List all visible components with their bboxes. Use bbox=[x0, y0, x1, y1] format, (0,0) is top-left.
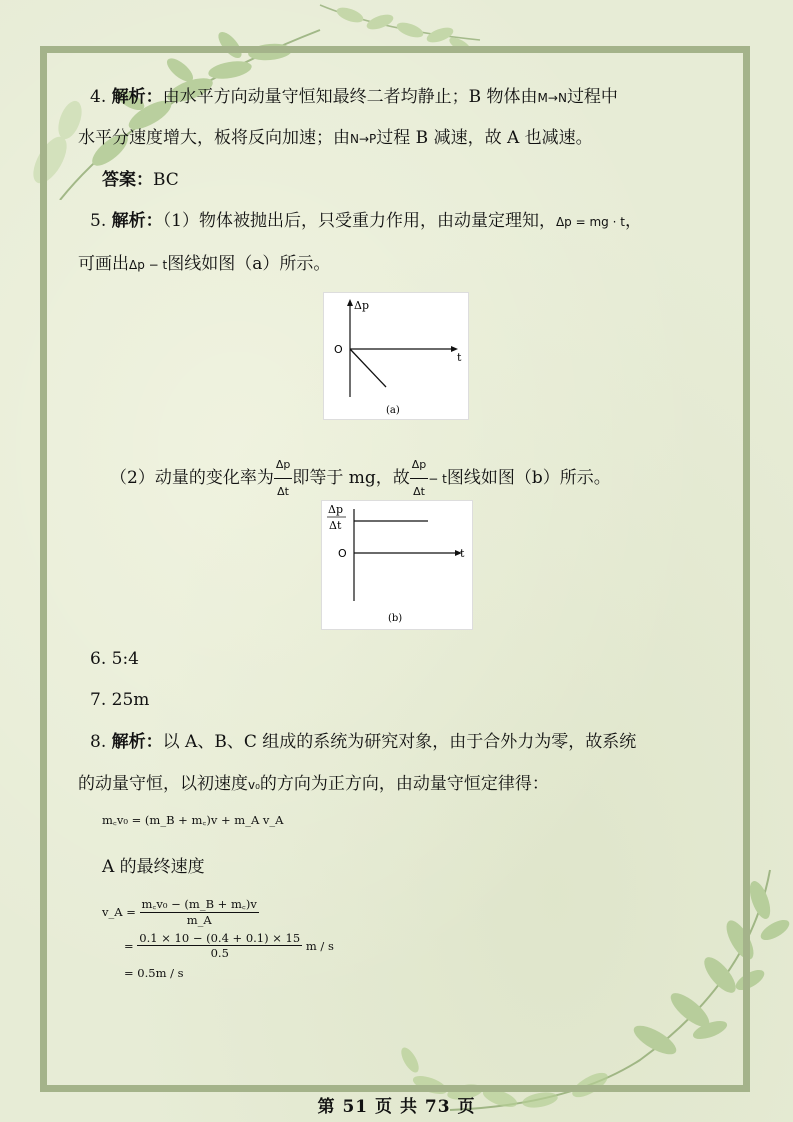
graph-b-origin: O bbox=[338, 547, 347, 560]
q8-eq3-fraction bbox=[137, 931, 302, 960]
q4-mn: M→N bbox=[537, 91, 567, 105]
q8-eq3-num: 0.1 × 10 − (0.4 + 0.1) × 15 bbox=[139, 931, 301, 945]
q5-formula-2: Δp − t bbox=[129, 258, 168, 272]
q8-eq3-unit: m / s bbox=[305, 938, 334, 953]
q8-line1 bbox=[90, 731, 636, 753]
q4-text-2b: 过程 B 减速，故 A 也减速。 bbox=[376, 128, 593, 148]
q5-line1 bbox=[90, 210, 642, 233]
q5-text-3c: 图线如图（b）所示。 bbox=[446, 468, 611, 488]
graph-a-line bbox=[350, 349, 386, 387]
page-footer: 第 51 页 共 73 页 bbox=[317, 1097, 476, 1117]
graph-a-ylabel: Δp bbox=[354, 299, 369, 312]
q8-eq3-equals: = bbox=[124, 938, 134, 953]
q8-v0: v₀ bbox=[248, 778, 260, 792]
q5-analysis-tag: 解析： bbox=[111, 211, 163, 231]
q8-momentum-equation: m꜀v₀ = (m_B + m꜀)v + m_A v_A bbox=[102, 813, 284, 827]
q8-eq2-lhs: v_A = bbox=[102, 905, 136, 919]
q4-analysis-tag: 解析： bbox=[111, 87, 163, 107]
graph-b-ylabel-den: Δt bbox=[329, 519, 342, 532]
q8-eq3-den: 0.5 bbox=[210, 946, 229, 960]
q8-eq2-num: m꜀v₀ − (m_B + m꜀)v bbox=[141, 897, 257, 911]
q4-text-2a: 水平分速度增大，板将反向加速；由 bbox=[78, 128, 350, 148]
graph-a-y-arrow bbox=[347, 299, 353, 306]
q5-frac2-num: Δp bbox=[410, 452, 429, 479]
q4-answer-tag: 答案： bbox=[102, 170, 153, 190]
q8-eq2-fraction bbox=[140, 897, 259, 927]
q7-answer: 7. 25m bbox=[90, 690, 150, 710]
q5-number: 5. bbox=[90, 211, 107, 231]
q5-rate-fraction-2 bbox=[410, 452, 429, 505]
q5-text-3a: （2）动量的变化率为 bbox=[110, 468, 274, 488]
graph-a bbox=[323, 292, 469, 420]
q8-line2 bbox=[78, 773, 549, 796]
q5-comma: ， bbox=[624, 211, 642, 231]
q8-eq3-row bbox=[124, 931, 334, 960]
q4-text-1a: 由水平方向动量守恒知最终二者均静止；B 物体由 bbox=[162, 87, 538, 107]
q8-text-1: 以 A、B、C 组成的系统为研究对象，由于合外力为零，故系统 bbox=[162, 732, 637, 752]
q5-rate-fraction bbox=[274, 452, 293, 505]
q5-minus-t: − t bbox=[428, 472, 447, 486]
q8-analysis-tag: 解析： bbox=[111, 732, 163, 752]
q4-np: N→P bbox=[350, 132, 377, 146]
q6-answer: 6. 5:4 bbox=[90, 649, 139, 669]
q5-text-1: （1）物体被抛出后，只受重力作用，由动量定理知， bbox=[162, 211, 556, 231]
q8-text-2a: 的动量守恒，以初速度 bbox=[78, 774, 248, 794]
q4-number: 4. bbox=[90, 87, 107, 107]
q4-answer bbox=[102, 169, 179, 191]
q4-line2 bbox=[78, 127, 593, 150]
q5-line3 bbox=[110, 452, 611, 505]
q5-frac2-den: Δt bbox=[413, 485, 425, 498]
q4-text-1b: 过程中 bbox=[566, 87, 618, 107]
q5-text-2b: 图线如图（a）所示。 bbox=[167, 254, 331, 274]
q5-line2 bbox=[78, 253, 330, 276]
graph-a-origin: O bbox=[334, 343, 343, 356]
q4-line1 bbox=[90, 86, 618, 109]
q8-eq2-den: m_A bbox=[186, 913, 212, 927]
graph-b-svg bbox=[322, 501, 472, 629]
q8-text-2b: 的方向为正方向，由动量守恒定律得： bbox=[259, 774, 549, 794]
graph-b-ylabel-num: Δp bbox=[328, 503, 343, 516]
q8-number: 8. bbox=[90, 732, 107, 752]
q5-text-3b: 即等于 mg，故 bbox=[292, 468, 410, 488]
graph-b-xlabel: t bbox=[460, 547, 465, 560]
q4-answer-value: BC bbox=[153, 170, 179, 190]
q5-formula-1: Δp = mg · t bbox=[555, 215, 625, 229]
graph-b-caption: (b) bbox=[388, 613, 403, 624]
q5-text-2a: 可画出 bbox=[78, 254, 129, 274]
q8-solution bbox=[102, 897, 334, 980]
graph-a-xlabel: t bbox=[457, 351, 462, 364]
q8-eq2-row bbox=[102, 897, 334, 927]
q5-frac-den: Δt bbox=[277, 485, 289, 498]
q8-final-velocity-label: A 的最终速度 bbox=[102, 857, 205, 877]
q5-frac-num: Δp bbox=[274, 452, 293, 479]
q8-eq4: = 0.5m / s bbox=[124, 966, 184, 980]
graph-a-caption: (a) bbox=[386, 405, 400, 416]
graph-b bbox=[321, 500, 473, 630]
graph-a-svg bbox=[324, 293, 468, 419]
